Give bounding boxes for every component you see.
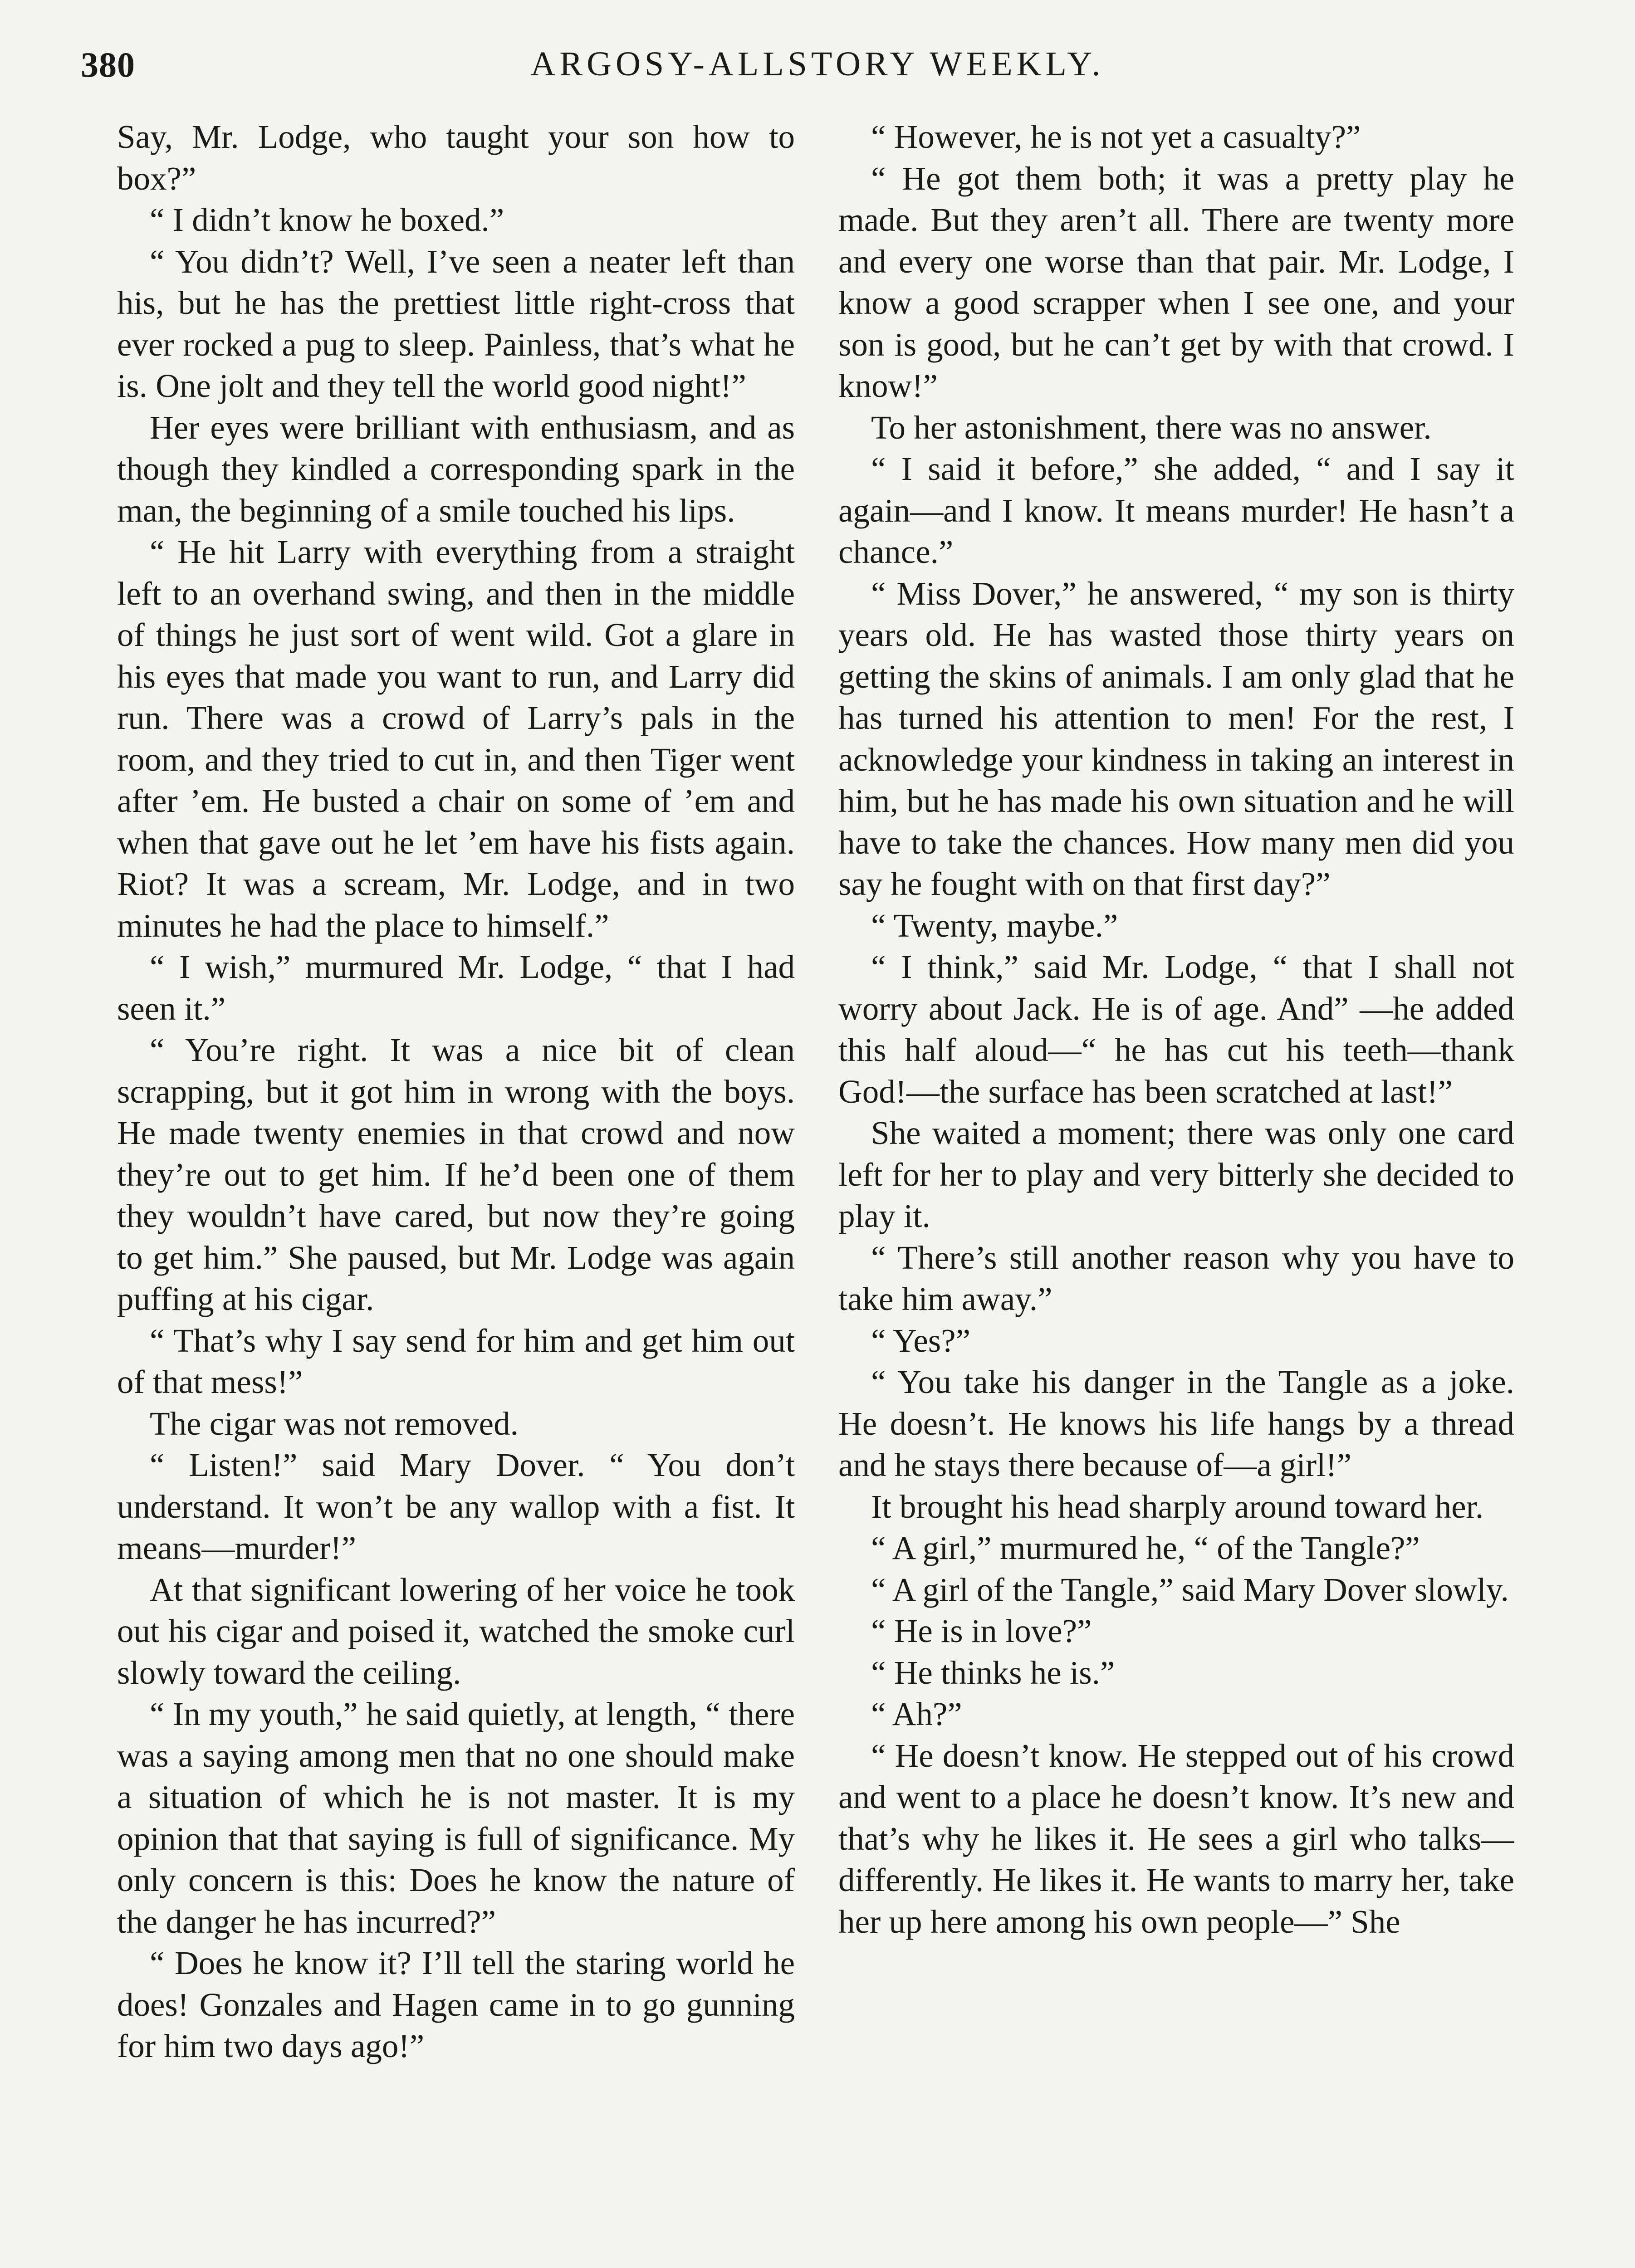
paragraph: “ I think,” said Mr. Lodge, “ that I shall not worry about Jack. He is of age. And” —he added this half aloud—“ he has cut his teeth—thank God!—the surface has been scratched at last!” [838, 948, 1514, 1110]
paragraph: Her eyes were brilliant with enthusiasm, and as though they kindled a corresponding spark in the man, the beginning of a smile touched his lips. [117, 409, 795, 529]
paragraph: She waited a moment; there was only one card left for her to play and very bitterly she decided to play it. [838, 1114, 1514, 1234]
paragraph: “ I didn’t know he boxed.” [150, 201, 504, 238]
paragraph: “ He is in love?” [871, 1613, 1092, 1649]
paragraph: “ Does he know it? I’ll tell the staring world he does! Gonzales and Hagen came in to go gunning for him two days ago!” [117, 1945, 795, 2064]
paragraph: “ Ah?” [871, 1696, 962, 1732]
paragraph: The cigar was not removed. [150, 1405, 519, 1442]
paragraph: It brought his head sharply around toward her. [871, 1488, 1484, 1525]
paragraph: “ He thinks he is.” [871, 1654, 1115, 1691]
page-number: 380 [81, 45, 135, 84]
paragraph: To her astonishment, there was no answer. [871, 409, 1432, 446]
paragraph: “ You didn’t? Well, I’ve seen a neater left than his, but he has the prettiest little right-cross that ever rocked a pug to sleep. Painless, that’s what he is. One jolt and they tell the world good night!” [117, 243, 795, 404]
paragraph: “ I wish,” murmured Mr. Lodge, “ that I had seen it.” [117, 948, 795, 1027]
left-column [117, 116, 795, 2268]
paragraph: “ There’s still another reason why you have to take him away.” [838, 1239, 1514, 1317]
paragraph: “ You take his danger in the Tangle as a joke. He doesn’t. He knows his life hangs by a thread and he stays there because of—a girl!” [838, 1364, 1514, 1483]
paragraph: “ He hit Larry with everything from a straight left to an overhand swing, and then in the middle of things he just sort of went wild. Got a glare in his eyes that made you want to run, and Larry did run. There was a crowd of Larry’s pals in the room, and they tried to cut in, and then Tiger went after ’em. He busted a chair on some of ’em and when that gave out he let ’em have his fists again. Riot? It was a scream, Mr. Lodge, and in two minutes he had the place to himself.” [117, 533, 795, 944]
paragraph: “ He doesn’t know. He stepped out of his crowd and went to a place he doesn’t know. It’s new and that’s why he likes it. He sees a girl who talks—differently. He likes it. He wants to marry her, take her up here among his own people—” She [838, 1737, 1514, 1940]
paragraph: “ You’re right. It was a nice bit of clean scrapping, but it got him in wrong with the boys. He made twenty enemies in that crowd and now they’re out to get him. If he’d been one of them they wouldn’t have cared, but now they’re going to get him.” She paused, but Mr. Lodge was again puffing at his cigar. [117, 1031, 795, 1317]
paragraph: “ A girl,” murmured he, “ of the Tangle?” [871, 1530, 1420, 1566]
paragraph: “ Twenty, maybe.” [871, 907, 1118, 944]
paragraph: “ In my youth,” he said quietly, at length, “ there was a saying among men that no one should make a situation of which he is not master. It is my opinion that that saying is full of significance. My only concern is this: Does he know the nature of the danger he has incurred?” [117, 1696, 795, 1940]
paragraph: “ Yes?” [871, 1322, 970, 1359]
paragraph: “ Listen!” said Mary Dover. “ You don’t understand. It won’t be any wallop with a fist. It means—murder!” [117, 1447, 795, 1566]
paragraph: “ He got them both; it was a pretty play he made. But they aren’t all. There are twenty more and every one worse than that pair. Mr. Lodge, I know a good scrapper when I see one, and your son is good, but he can’t get by with that crowd. I know!” [838, 160, 1514, 404]
right-column [838, 116, 1514, 2268]
running-head: ARGOSY-ALLSTORY WEEKLY. [530, 45, 1105, 83]
paragraph: “ However, he is not yet a casualty?” [871, 118, 1361, 155]
paragraph: “ I said it before,” she added, “ and I say it again—and I know. It means murder! He hasn’t a chance.” [838, 450, 1514, 570]
paragraph: Say, Mr. Lodge, who taught your son how to box?” [117, 118, 795, 197]
paragraph: “ A girl of the Tangle,” said Mary Dover slowly. [871, 1571, 1509, 1608]
paragraph: “ Miss Dover,” he answered, “ my son is thirty years old. He has wasted those thirty years on getting the skins of animals. I am only glad that he has turned his attention to men! For the rest, I acknowledge your kindness in taking an interest in him, but he has made his own situation and he will have to take the chances. How many men did you say he fought with on that first day?” [838, 575, 1514, 902]
paragraph: “ That’s why I say send for him and get him out of that mess!” [117, 1322, 795, 1400]
paragraph: At that significant lowering of her voice he took out his cigar and poised it, watched the smoke curl slowly toward the ceiling. [117, 1571, 795, 1691]
